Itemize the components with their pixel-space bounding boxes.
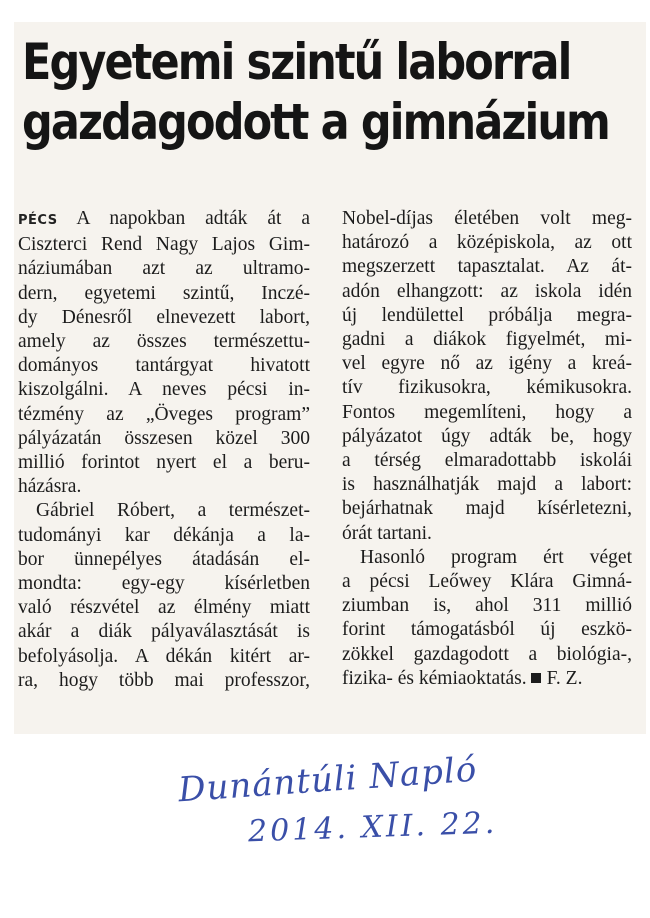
article-column-left: [18, 207, 310, 693]
body-line: való részvétel az élmény miatt: [18, 597, 310, 619]
dateline: PÉCS: [18, 213, 58, 228]
body-line: dományos tantárgyat hivatott: [18, 355, 310, 377]
body-line: mondta: egy-egy kísérletben: [18, 573, 310, 595]
handwritten-note: [150, 749, 570, 862]
body-line: új lendülettel próbálja megra-: [342, 304, 632, 326]
body-line: határozó a középiskola, az ott: [342, 232, 632, 254]
author-signature: F. Z.: [546, 667, 583, 689]
body-line: házásra.: [18, 476, 82, 498]
handwritten-date: 2014. XII. 22.: [247, 805, 498, 850]
body-line: náziumában azt az ultramo-: [18, 258, 310, 280]
body-line: ra, hogy több mai professzor,: [18, 669, 310, 691]
handwritten-source: Dunántúli Napló: [176, 749, 479, 811]
body-line: órát tartani.: [342, 522, 432, 544]
body-line: a pécsi Leőwey Klára Gimná-: [342, 571, 632, 593]
article-column-right: [342, 207, 632, 691]
body-line: Hasonló program ért véget: [360, 546, 632, 568]
body-line: zökkel gazdagodott a biológia-,: [342, 643, 632, 665]
body-line: tudományi kar dékánja a la-: [18, 524, 310, 546]
body-line-final: [342, 667, 632, 691]
body-line: megszerzett tapasztalat. Az át-: [342, 256, 632, 278]
body-line: vel egyre nő az igény a kreá-: [342, 353, 632, 375]
body-line: pályázatán összesen közel 300: [18, 427, 310, 449]
body-line: befolyásolja. A dékán kitért ar-: [18, 645, 310, 667]
headline-line: Egyetemi szintű laborral: [22, 33, 571, 91]
body-line: tív fizikusokra, kémikusokra.: [342, 377, 632, 399]
body-line: ziumban is, ahol 311 millió: [342, 595, 632, 617]
body-line: is használhatják majd a labort:: [342, 474, 632, 496]
body-line: Ciszterci Rend Nagy Lajos Gim-: [18, 234, 310, 256]
body-line: tézmény az „Öveges program”: [18, 403, 310, 425]
body-line: akár a diák pályaválasztását is: [18, 621, 310, 643]
body-line: pályázatot úgy adták be, hogy: [342, 425, 632, 447]
body-line: bor ünnepélyes átadásán el-: [18, 548, 310, 570]
body-line: bejárhatnak majd kísérletezni,: [342, 498, 632, 520]
body-line: Fontos megemlíteni, hogy a: [342, 401, 632, 423]
end-of-article-square: [531, 673, 541, 683]
body-line: Gábriel Róbert, a természet-: [36, 500, 310, 522]
body-line: amely az összes természettu-: [18, 331, 310, 353]
body-line: dern, egyetemi szintű, Inczé-: [18, 282, 310, 304]
headline-line: gazdagodott a gimnázium: [22, 93, 609, 151]
body-line: adón elhangzott: az iskola idén: [342, 280, 632, 302]
body-line: dy Dénesről elnevezett labort,: [18, 306, 310, 328]
body-line: kiszolgálni. A neves pécsi in-: [18, 379, 310, 401]
newspaper-clipping: [14, 22, 646, 734]
body-line-text: A napokban adták át a: [57, 208, 310, 229]
body-line: Nobel-díjas életében volt meg-: [342, 208, 632, 229]
body-line: gadni a diákok figyelmét, mi-: [342, 329, 632, 351]
body-line: millió forintot nyert el a beru-: [18, 452, 310, 474]
body-line: a térség elmaradottabb iskolái: [342, 450, 632, 472]
article-headline: [22, 32, 609, 152]
body-line-text: fizika- és kémiaoktatás.: [342, 667, 527, 689]
body-line: forint támogatásból új eszkö-: [342, 619, 632, 641]
body-line: [18, 207, 310, 233]
